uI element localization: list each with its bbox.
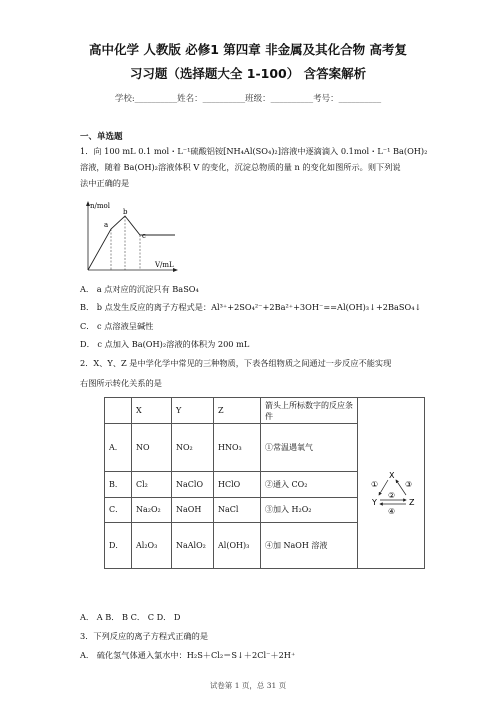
label-2: ② bbox=[388, 491, 396, 500]
x-axis-label: V/mL bbox=[155, 261, 174, 269]
node-x: X bbox=[389, 471, 395, 480]
table-header-cell bbox=[105, 398, 132, 424]
table-cell: ④加 NaOH 溶液 bbox=[261, 523, 358, 569]
table-cell: Cl₂ bbox=[132, 472, 172, 497]
table-cell: HClO bbox=[214, 472, 261, 497]
q3-option-a: A． 硫化氢气体通入氯水中：H₂S＋Cl₂＝S↓＋2Cl⁻＋2H⁺ bbox=[80, 650, 296, 660]
table-cell: NO bbox=[132, 424, 172, 472]
diagram-cell bbox=[358, 398, 425, 569]
q1-option-b: B． b 点发生反应的离子方程式是：Al³⁺+2SO₄²⁻+2Ba²⁺+3OH⁻==Al(OH)₃↓+2BaSO₄↓ bbox=[80, 302, 422, 312]
student-info-line: 学校:__________姓名：__________班级：__________考号：__________ bbox=[114, 94, 382, 104]
table-cell: NaCl bbox=[214, 497, 261, 522]
point-c-label: c bbox=[142, 232, 146, 240]
y-axis-label: n/mol bbox=[90, 202, 110, 210]
q3-stem: 3．下列反应的离子方程式正确的是 bbox=[80, 631, 209, 641]
x-axis-arrow bbox=[173, 268, 178, 272]
section-heading: 一、单选题 bbox=[80, 132, 123, 142]
table-cell: Al₂O₃ bbox=[132, 523, 172, 569]
point-a-label: a bbox=[104, 221, 109, 229]
q1-option-c: C． c 点溶液呈碱性 bbox=[80, 321, 154, 331]
q1-option-d: D． c 点加入 Ba(OH)₂溶液的体积为 200 mL bbox=[80, 339, 250, 349]
conversion-diagram bbox=[358, 398, 424, 566]
node-z: Z bbox=[409, 498, 415, 507]
page-title-line1: 高中化学 人教版 必修1 第四章 非金属及其化合物 高考复 bbox=[89, 42, 407, 57]
table-header-row bbox=[105, 398, 425, 424]
arrow-x-to-y bbox=[379, 480, 388, 495]
table-cell: D． bbox=[105, 523, 132, 569]
page-title-line2: 习习题（选择题大全 1-100） 含答案解析 bbox=[129, 66, 367, 81]
point-b-label: b bbox=[123, 208, 128, 216]
table-cell: Na₂O₂ bbox=[132, 497, 172, 522]
table-cell: ②通入 CO₂ bbox=[261, 472, 358, 497]
q2-stem-line1: 2．X、Y、Z 是中学化学中常见的三种物质，下表各组物质之间通过一步反应不能实现 bbox=[80, 358, 392, 368]
table-cell: ①常温遇氧气 bbox=[261, 424, 358, 472]
table-header-cell: X bbox=[132, 398, 172, 424]
q1-stem-line1: 1．向 100 mL 0.1 mol・L⁻¹硫酸铝铵[NH₄Al(SO₄)₂]溶液中逐滴滴入 0.1mol・L⁻¹ Ba(OH)₂ bbox=[80, 146, 428, 156]
label-1: ① bbox=[371, 480, 379, 489]
table-cell: NaAlO₂ bbox=[172, 523, 214, 569]
label-4: ④ bbox=[388, 507, 396, 516]
table-cell: Al(OH)₃ bbox=[214, 523, 261, 569]
table-cell: NO₂ bbox=[172, 424, 214, 472]
table-cell: NaClO bbox=[172, 472, 214, 497]
q2-stem-line2: 右图所示转化关系的是 bbox=[80, 378, 162, 388]
node-y: Y bbox=[372, 498, 377, 507]
table-cell: B． bbox=[105, 472, 132, 497]
q1-stem-line2: 溶液，随着 Ba(OH)₂溶液体积 V 的变化，沉淀总物质的量 n 的变化如图所示。则下列说 bbox=[80, 162, 401, 172]
table-header-cell: Y bbox=[172, 398, 214, 424]
table-cell: HNO₃ bbox=[214, 424, 261, 472]
table-cell: C． bbox=[105, 497, 132, 522]
q2-table bbox=[104, 397, 425, 569]
table-cell: ③加入 H₂O₂ bbox=[261, 497, 358, 522]
label-3: ③ bbox=[405, 480, 413, 489]
table-header-cell: Z bbox=[214, 398, 261, 424]
q2-options: A． A B． B C． C D． D bbox=[80, 612, 181, 622]
q1-option-a: A． a 点对应的沉淀只有 BaSO₄ bbox=[80, 284, 199, 294]
precipitate-graph bbox=[80, 196, 180, 274]
table-cell: A． bbox=[105, 424, 132, 472]
q1-stem-line3: 法中正确的是 bbox=[80, 178, 130, 188]
table-header-cell: 箭头上所标数字的反应条件 bbox=[261, 398, 358, 424]
table-cell: NaOH bbox=[172, 497, 214, 522]
page-footer: 试卷第 1 页，总 31 页 bbox=[209, 681, 287, 690]
